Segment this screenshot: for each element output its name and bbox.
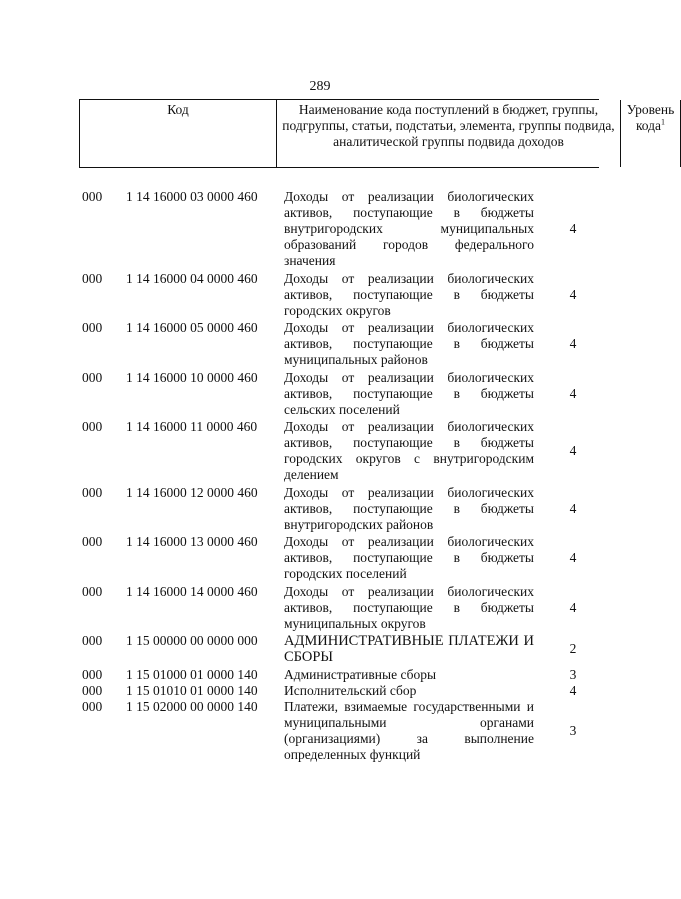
income-name: Доходы от реализации биологических активов, поступающие в бюджеты муниципальных округов (284, 583, 534, 631)
header-level (621, 100, 681, 167)
code-level: 3 (569, 666, 577, 682)
code-level: 4 (569, 336, 577, 351)
income-name: Доходы от реализации биологических активов, поступающие в бюджеты городских поселений (284, 534, 534, 581)
table-body (82, 189, 602, 764)
income-name: Доходы от реализации биологических активов, поступающие в бюджеты муниципальных районов (284, 320, 534, 367)
page-number: 289 (309, 79, 331, 94)
admin-code: 000 (82, 369, 103, 385)
table-row (82, 320, 602, 368)
income-code: 1 14 16000 13 0000 460 (126, 534, 258, 549)
code-level: 2 (569, 641, 577, 656)
income-code: 1 14 16000 10 0000 460 (126, 369, 258, 385)
income-code: 1 14 16000 04 0000 460 (126, 270, 258, 286)
income-name: Платежи, взимаемые государственными и муниципальными органами (организациями) за выполнение определенных функций (284, 698, 534, 762)
table-row (82, 485, 602, 533)
admin-code: 000 (82, 666, 103, 682)
income-code: 1 15 02000 00 0000 140 (126, 698, 258, 714)
income-name: Доходы от реализации биологических активов, поступающие в бюджеты внутригородских районов (284, 484, 534, 532)
code-level: 3 (569, 722, 577, 738)
income-name: АДМИНИСТРАТИВНЫЕ ПЛАТЕЖИ И СБОРЫ (284, 633, 534, 665)
table-row (82, 667, 602, 683)
income-name: Доходы от реализации биологических активов, поступающие в бюджеты внутригородских муниципальных образований городов федерального значения (284, 189, 534, 268)
admin-code: 000 (82, 270, 103, 286)
admin-code: 000 (82, 484, 103, 500)
code-level: 4 (569, 599, 577, 615)
income-name: Доходы от реализации биологических активов, поступающие в бюджеты городских округов с внутригородским делением (284, 419, 534, 482)
table-row (82, 189, 602, 269)
code-level: 4 (569, 682, 577, 698)
income-name: Доходы от реализации биологических активов, поступающие в бюджеты сельских поселений (284, 369, 534, 417)
income-code: 1 15 01000 01 0000 140 (126, 666, 258, 682)
admin-code: 000 (82, 320, 103, 335)
code-level: 4 (569, 443, 577, 458)
admin-code: 000 (82, 583, 103, 599)
header-code: Код (79, 100, 276, 167)
table-row (82, 633, 602, 665)
table-row (82, 584, 602, 632)
admin-code: 000 (82, 633, 103, 648)
code-level: 4 (569, 550, 577, 565)
header-name: Наименование кода поступлений в бюджет, группы, подгруппы, статьи, подстатьи, элемента, группы подвида, аналитической группы подвида доходов (276, 100, 621, 167)
table-row (82, 683, 602, 699)
admin-code: 000 (82, 534, 103, 549)
income-code: 1 14 16000 03 0000 460 (126, 189, 258, 204)
admin-code: 000 (82, 682, 103, 698)
income-code: 1 14 16000 11 0000 460 (126, 419, 258, 434)
table-row (82, 534, 602, 582)
code-level: 4 (569, 221, 577, 236)
income-code: 1 14 16000 14 0000 460 (126, 583, 258, 599)
table-header (79, 99, 675, 168)
table-row (82, 699, 602, 763)
code-level: 4 (569, 286, 577, 302)
income-code: 1 14 16000 05 0000 460 (126, 320, 258, 335)
header-level-label: Уровень кода (626, 102, 675, 133)
income-code: 1 14 16000 12 0000 460 (126, 484, 258, 500)
table-row (82, 370, 602, 418)
admin-code: 000 (82, 189, 103, 204)
income-code: 1 15 00000 00 0000 000 (126, 633, 258, 648)
header-level-footnote: 1 (661, 117, 666, 127)
code-level: 4 (569, 385, 577, 401)
table-row (82, 271, 602, 319)
code-level: 4 (569, 500, 577, 516)
table-row (82, 419, 602, 483)
admin-code: 000 (82, 698, 103, 714)
income-code: 1 15 01010 01 0000 140 (126, 682, 258, 698)
income-name: Административные сборы (284, 666, 437, 682)
income-name: Исполнительский сбор (284, 682, 417, 698)
admin-code: 000 (82, 419, 103, 434)
income-name: Доходы от реализации биологических активов, поступающие в бюджеты городских округов (284, 270, 534, 318)
